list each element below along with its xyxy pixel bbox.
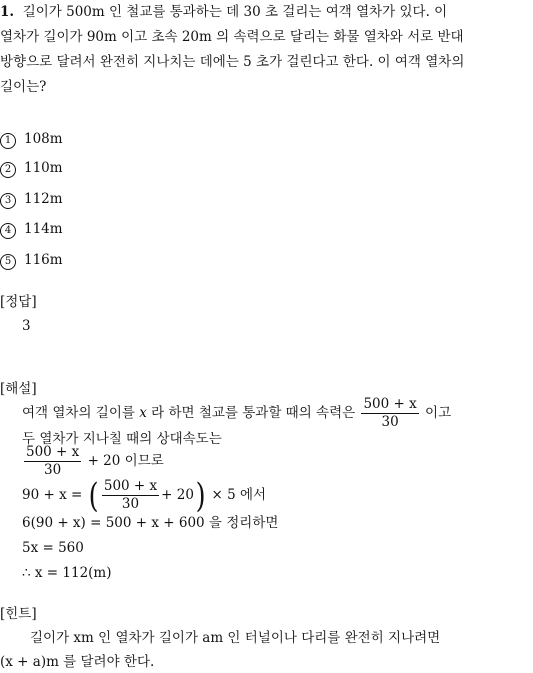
hint-line-2: (x + a)m 를 달려야 한다. [0, 654, 155, 670]
left-paren-icon: ( [88, 475, 99, 516]
solution-line-6: 5x = 560 [22, 540, 84, 556]
fraction-numerator: 500 + x [26, 444, 80, 460]
solution-text: 라 하면 철교를 통과할 때의 속력은 [151, 405, 356, 421]
choice-text-2: 110m [24, 160, 63, 176]
answer-heading: [정답] [0, 294, 37, 310]
choice-number-1: 1 [0, 133, 16, 149]
fraction [102, 478, 159, 513]
fraction-denominator: 30 [121, 496, 140, 512]
choice-number-2: 2 [0, 162, 16, 178]
choice-text-3: 112m [24, 191, 63, 207]
solution-line-1 [22, 396, 451, 431]
equation-lhs: 90 + x = [22, 487, 83, 503]
question-number: 1. [0, 4, 15, 20]
choice-4[interactable] [0, 218, 63, 240]
choice-number-5: 5 [0, 254, 16, 270]
fraction [24, 444, 81, 479]
solution-line-5: 6(90 + x) = 500 + x + 600 을 정리하면 [22, 515, 279, 531]
fraction [361, 396, 418, 431]
right-paren-icon: ) [195, 475, 206, 516]
choice-1[interactable] [0, 128, 63, 150]
solution-text: + 20 이므로 [87, 453, 164, 469]
choice-text-5: 116m [24, 252, 63, 268]
fraction-numerator: 500 + x [103, 478, 158, 494]
choice-number-3: 3 [0, 193, 16, 209]
solution-line-7: ∴ x = 112(m) [22, 565, 112, 581]
choice-text-4: 114m [24, 221, 63, 237]
choice-number-4: 4 [0, 223, 16, 239]
solution-text: 여객 열차의 길이를 [22, 405, 135, 421]
answer-value: 3 [22, 318, 31, 334]
fraction-denominator: 30 [44, 462, 62, 478]
choice-2[interactable] [0, 157, 63, 179]
solution-line-4 [22, 475, 267, 516]
hint-heading: [힌트] [0, 606, 37, 622]
choice-5[interactable] [0, 249, 63, 271]
question-text-2: 열차가 길이가 90m 이고 초속 20m 의 속력으로 달리는 화물 열차와 서로 반대 [0, 29, 464, 45]
solution-line-2: 두 열차가 지나칠 때의 상대속도는 [22, 431, 222, 447]
fraction-denominator: 30 [381, 414, 399, 430]
question-line-1 [0, 1, 447, 23]
equation-mid: + 20 [161, 487, 194, 503]
variable-x: x [139, 405, 147, 421]
solution-text: 이고 [425, 405, 452, 421]
hint-line-1: 길이가 xm 인 열차가 길이가 am 인 터널이나 다리를 완전히 지나려면 [30, 630, 441, 646]
question-text-4: 길이는? [0, 79, 47, 95]
choice-3[interactable] [0, 188, 63, 210]
equation-rhs: × 5 에서 [211, 487, 267, 503]
question-text-3: 방향으로 달려서 완전히 지나치는 데에는 5 초가 걸린다고 한다. 이 여객 열차의 [0, 54, 465, 70]
fraction-numerator: 500 + x [363, 396, 417, 412]
solution-heading: [해설] [0, 381, 37, 397]
solution-line-3 [22, 444, 164, 479]
choice-text-1: 108m [24, 131, 63, 147]
question-text-1: 길이가 500m 인 철교를 통과하는 데 30 초 걸리는 여객 열차가 있다. 이 [22, 4, 448, 20]
